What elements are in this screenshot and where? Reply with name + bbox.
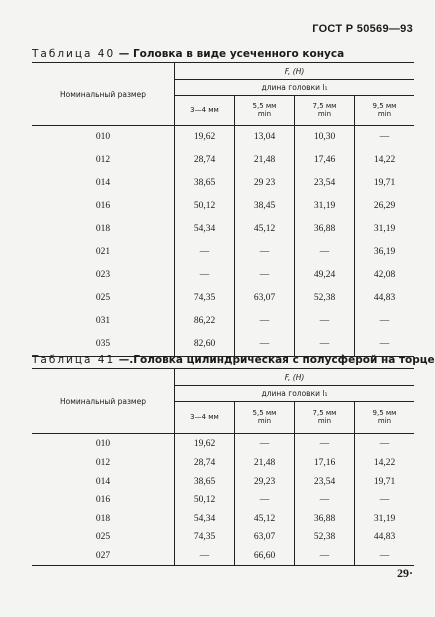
table-40-caption bbox=[32, 48, 344, 60]
table-40-header bbox=[32, 62, 414, 126]
nominal-size-header: Номинальный размер bbox=[32, 369, 175, 433]
col-header-3-4: 3—4 мм bbox=[175, 402, 235, 433]
table-row: 025 74,35 63,07 52,38 44,83 bbox=[32, 528, 414, 546]
col-header-5-5: 5,5 мм min bbox=[235, 402, 295, 433]
table-41-title: —.Головка цилиндрическая с полусферой на торце bbox=[115, 354, 435, 366]
table-40 bbox=[32, 62, 414, 357]
col-header-9-5: 9,5 мм min bbox=[372, 408, 397, 425]
page-header: ГОСТ Р 50569—93 bbox=[312, 23, 413, 35]
table-row: 023 — — 49,24 42,08 bbox=[32, 263, 414, 286]
table-row: 012 28,74 21,48 17,16 14,22 bbox=[32, 453, 414, 472]
table-row: 010 19,62 13,04 10,30 — bbox=[32, 126, 414, 148]
table-row: 018 54,34 45,12 36,88 31,19 bbox=[32, 217, 414, 240]
head-length-header: длина головки l₁ bbox=[175, 386, 414, 402]
table-row: 035 82,60 — — — bbox=[32, 332, 414, 356]
force-header: F, (H) bbox=[175, 63, 414, 80]
page-number: 29· bbox=[396, 566, 413, 580]
table-41-body bbox=[32, 434, 414, 566]
col-header-3-4: 3—4 мм bbox=[175, 96, 235, 125]
head-length-header: длина головки l₁ bbox=[175, 80, 414, 96]
table-row: 018 54,34 45,12 36,88 31,19 bbox=[32, 509, 414, 528]
col-header-7-5: 7,5 мм min bbox=[295, 96, 355, 125]
table-41-caption bbox=[32, 354, 435, 366]
table-row: 014 38,65 29 23 23,54 19,71 bbox=[32, 171, 414, 194]
table-row: 025 74,35 63,07 52,38 44,83 bbox=[32, 286, 414, 309]
nominal-size-header: Номинальный размер bbox=[32, 63, 175, 125]
table-41 bbox=[32, 368, 414, 566]
table-40-title: — Головка в виде усеченного конуса bbox=[115, 48, 345, 60]
table-40-body bbox=[32, 126, 414, 357]
table-row: 010 19,62 — — — bbox=[32, 434, 414, 453]
table-row: 031 86,22 — — — bbox=[32, 309, 414, 332]
table-41-label: Таблица 41 bbox=[32, 354, 116, 366]
table-row: 014 38,65 29,23 23,54 19,71 bbox=[32, 472, 414, 491]
table-row: 027 — 66,60 — — bbox=[32, 546, 414, 565]
table-row: 016 50,12 — — — bbox=[32, 491, 414, 509]
table-41-header bbox=[32, 368, 414, 434]
col-header-5-5: 5,5 мм min bbox=[235, 96, 295, 125]
table-row: 021 — — — 36,19 bbox=[32, 240, 414, 263]
table-40-label: Таблица 40 bbox=[32, 48, 116, 60]
col-header-7-5: 7,5 мм min bbox=[295, 402, 355, 433]
force-header: F, (H) bbox=[175, 369, 414, 386]
table-row: 016 50,12 38,45 31,19 26,29 bbox=[32, 194, 414, 217]
table-row: 012 28,74 21,48 17,46 14,22 bbox=[32, 148, 414, 171]
col-header-9-5: 9,5 мм min bbox=[372, 101, 397, 118]
